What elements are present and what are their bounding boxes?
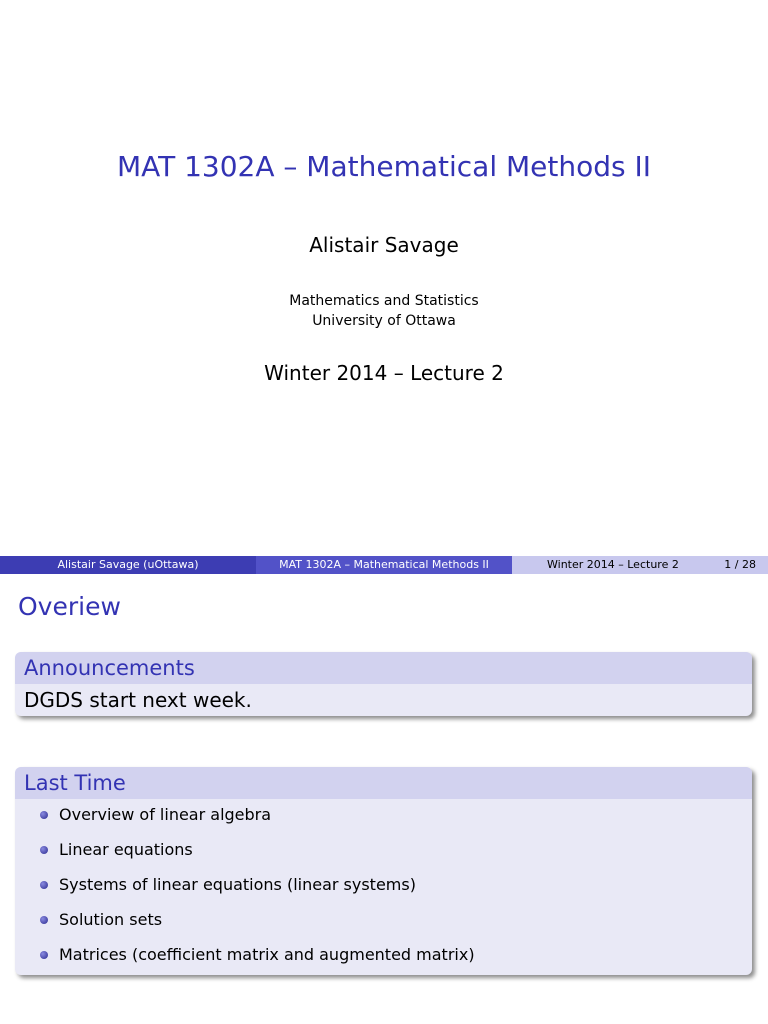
- footer-title: MAT 1302A – Mathematical Methods II: [256, 556, 512, 574]
- bullet-icon: [40, 881, 48, 889]
- institute: [0, 291, 768, 331]
- footer-date-page: [512, 556, 768, 574]
- announcements-title: Announcements: [15, 652, 752, 684]
- lecture-date: Winter 2014 – Lecture 2: [264, 361, 504, 385]
- list-item: [37, 869, 752, 904]
- list-item-text: Systems of linear equations (linear systems): [59, 875, 416, 894]
- institute-line-1: Mathematics and Statistics: [289, 293, 479, 309]
- author-name: Alistair Savage: [309, 233, 459, 257]
- frame-title: Overiew: [18, 592, 121, 621]
- page-number: 1 / 28: [724, 558, 756, 571]
- list-item-text: Solution sets: [59, 910, 163, 929]
- announcements-body: DGDS start next week.: [24, 688, 252, 712]
- slide-title: MAT 1302A – Mathematical Methods II: [116, 150, 652, 183]
- last-time-title: Last Time: [15, 767, 752, 799]
- bullet-icon: [40, 916, 48, 924]
- list-item-text: Matrices (coefficient matrix and augmented matrix): [59, 945, 475, 964]
- institute-line-2: University of Ottawa: [312, 313, 456, 329]
- list-item-text: Overview of linear algebra: [59, 805, 272, 824]
- footline: [0, 556, 768, 574]
- last-time-list: [15, 799, 752, 974]
- list-item: [37, 799, 752, 834]
- announcements-block: [15, 652, 752, 716]
- last-time-block: [15, 767, 752, 975]
- bullet-icon: [40, 811, 48, 819]
- footer-author: Alistair Savage (uOttawa): [0, 556, 256, 574]
- list-item: [37, 939, 752, 974]
- footer-date: Winter 2014 – Lecture 2: [547, 558, 679, 571]
- list-item-text: Linear equations: [59, 840, 193, 859]
- list-item: [37, 834, 752, 869]
- list-item: [37, 904, 752, 939]
- bullet-icon: [40, 846, 48, 854]
- bullet-icon: [40, 951, 48, 959]
